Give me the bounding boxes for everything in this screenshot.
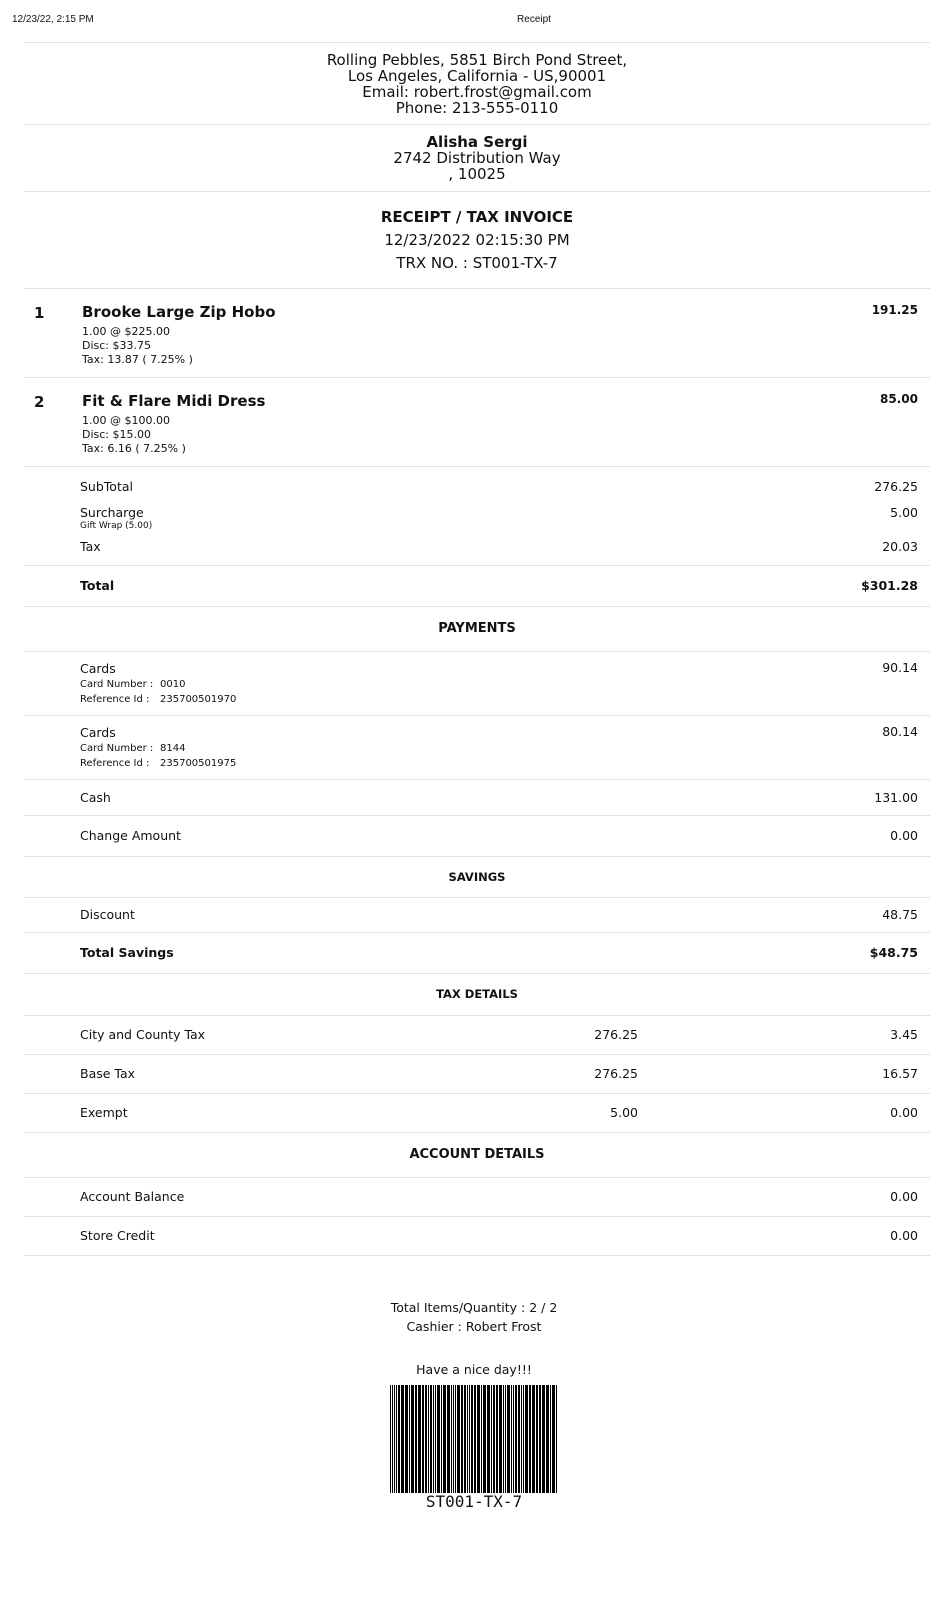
store-info xyxy=(24,42,930,125)
savings-heading xyxy=(24,857,930,898)
subtotal-row xyxy=(24,477,930,503)
print-title: Receipt xyxy=(517,14,551,25)
item-qty-price: 1.00 @ $225.00 xyxy=(82,325,170,338)
total-savings-row xyxy=(24,933,930,974)
reference-label: Reference Id : xyxy=(80,694,150,705)
barcode-bar xyxy=(418,1385,421,1493)
document-datetime: 12/23/2022 02:15:30 PM xyxy=(384,231,570,249)
tax-detail-amount: 16.57 xyxy=(882,1066,918,1081)
item-number: 1 xyxy=(34,304,45,322)
reference-id: 235700501970 xyxy=(160,694,237,705)
document-title: RECEIPT / TAX INVOICE xyxy=(380,208,574,226)
barcode-bar xyxy=(430,1385,432,1493)
barcode xyxy=(0,1385,948,1511)
barcode-bar xyxy=(396,1385,397,1493)
reference-label: Reference Id : xyxy=(80,758,150,769)
receipt xyxy=(24,42,930,1256)
change-row xyxy=(24,816,930,857)
barcode-bar xyxy=(496,1385,498,1493)
payment-type: Cards xyxy=(80,661,116,676)
store-credit-label: Store Credit xyxy=(80,1228,155,1243)
barcode-bar xyxy=(483,1385,486,1493)
barcode-bar xyxy=(451,1385,452,1493)
item-number: 2 xyxy=(34,393,45,411)
account-balance-value: 0.00 xyxy=(890,1189,918,1204)
barcode-bar xyxy=(474,1385,476,1493)
account-balance-row xyxy=(24,1178,930,1217)
barcode-bar xyxy=(405,1385,408,1493)
total-items: Total Items/Quantity : 2 / 2 xyxy=(390,1300,558,1315)
card-number-line xyxy=(80,741,918,756)
tax-detail-name: Base Tax xyxy=(80,1066,136,1081)
barcode-bar xyxy=(493,1385,495,1493)
store-email: Email: robert.frost@gmail.com xyxy=(362,83,592,101)
card-number-line xyxy=(80,677,918,692)
payment-amount: 80.14 xyxy=(882,724,918,739)
print-datetime: 12/23/22, 2:15 PM xyxy=(12,14,94,25)
discount-row xyxy=(24,898,930,933)
barcode-text: ST001-TX-7 xyxy=(425,1492,523,1511)
tax-detail-row xyxy=(24,1094,930,1133)
surcharge-label: Surcharge xyxy=(80,505,144,520)
store-phone: Phone: 213-555-0110 xyxy=(395,99,559,117)
receipt-footer xyxy=(0,1298,948,1511)
barcode-bar xyxy=(503,1385,504,1493)
barcode-bar xyxy=(443,1385,446,1493)
reference-id: 235700501975 xyxy=(160,758,237,769)
payments-heading-text: PAYMENTS xyxy=(438,621,516,636)
barcode-bar xyxy=(433,1385,434,1493)
store-address-line2: Los Angeles, California - US,90001 xyxy=(347,67,607,85)
total-label: Total xyxy=(80,578,115,593)
tax-value: 20.03 xyxy=(882,539,918,554)
tax-row xyxy=(24,537,930,559)
barcode-bar xyxy=(550,1385,551,1493)
total-savings-value: $48.75 xyxy=(869,945,918,960)
barcode-bar xyxy=(491,1385,492,1493)
customer-address: 2742 Distribution Way xyxy=(393,149,561,167)
item-tax: Tax: 6.16 ( 7.25% ) xyxy=(82,442,186,455)
item-name: Brooke Large Zip Hobo xyxy=(82,303,276,321)
barcode-bar xyxy=(457,1385,460,1493)
barcode-bar xyxy=(511,1385,512,1493)
change-value: 0.00 xyxy=(890,828,918,843)
barcode-bar xyxy=(532,1385,535,1493)
subtotal-value: 276.25 xyxy=(874,479,918,494)
payment-amount: 90.14 xyxy=(882,660,918,675)
barcode-bar xyxy=(453,1385,454,1493)
barcode-bar xyxy=(392,1385,393,1493)
tax-detail-name: City and County Tax xyxy=(80,1027,206,1042)
barcode-bar xyxy=(523,1385,524,1493)
barcode-bar xyxy=(447,1385,450,1493)
total-row xyxy=(24,566,930,607)
savings-heading-text: SAVINGS xyxy=(448,870,506,884)
barcode-bar xyxy=(455,1385,456,1493)
barcode-bar xyxy=(521,1385,522,1493)
barcode-bar xyxy=(394,1385,395,1493)
cash-label: Cash xyxy=(80,790,111,805)
tax-label: Tax xyxy=(80,539,101,554)
card-number-label: Card Number : xyxy=(80,679,154,690)
barcode-bar xyxy=(398,1385,400,1493)
barcode-bar xyxy=(422,1385,424,1493)
cash-value: 131.00 xyxy=(874,790,918,805)
barcode-bar xyxy=(461,1385,463,1493)
barcode-bar xyxy=(507,1385,510,1493)
total-value: $301.28 xyxy=(861,578,918,593)
item-tax: Tax: 13.87 ( 7.25% ) xyxy=(82,353,193,366)
payment-row xyxy=(24,652,930,716)
barcode-bar xyxy=(487,1385,490,1493)
tax-details-heading-text: TAX DETAILS xyxy=(436,987,518,1001)
cashier: Cashier : Robert Frost xyxy=(406,1319,542,1334)
total-savings-label: Total Savings xyxy=(80,945,174,960)
line-item xyxy=(24,289,930,378)
card-number: 0010 xyxy=(160,679,186,690)
barcode-bar xyxy=(499,1385,502,1493)
tax-details-heading xyxy=(24,974,930,1016)
barcode-bar xyxy=(513,1385,514,1493)
subtotal-label: SubTotal xyxy=(80,479,133,494)
barcode-bar xyxy=(467,1385,468,1493)
barcode-bar xyxy=(515,1385,517,1493)
closing-message: Have a nice day!!! xyxy=(416,1362,532,1377)
payments-heading xyxy=(24,607,930,652)
barcode-bar xyxy=(401,1385,404,1493)
item-qty-price: 1.00 @ $100.00 xyxy=(82,414,170,427)
surcharge-note: Gift Wrap (5.00) xyxy=(80,521,153,531)
barcode-bar xyxy=(546,1385,549,1493)
reference-line xyxy=(80,692,918,707)
customer-name: Alisha Sergi xyxy=(426,133,528,151)
item-amount: 191.25 xyxy=(871,303,918,317)
barcode-bar xyxy=(529,1385,531,1493)
barcode-bar xyxy=(411,1385,414,1493)
barcode-bar xyxy=(552,1385,555,1493)
barcode-bar xyxy=(477,1385,480,1493)
barcode-bars xyxy=(390,1385,558,1493)
card-number: 8144 xyxy=(160,743,186,754)
item-discount: Disc: $33.75 xyxy=(82,339,151,352)
barcode-bar xyxy=(525,1385,528,1493)
barcode-bar xyxy=(464,1385,466,1493)
barcode-bar xyxy=(409,1385,410,1493)
barcode-bar xyxy=(556,1385,557,1493)
reference-line xyxy=(80,756,918,771)
account-balance-label: Account Balance xyxy=(80,1189,185,1204)
tax-detail-base: 5.00 xyxy=(610,1105,638,1120)
barcode-bar xyxy=(536,1385,538,1493)
barcode-bar xyxy=(542,1385,545,1493)
tax-detail-amount: 3.45 xyxy=(890,1027,918,1042)
barcode-bar xyxy=(425,1385,427,1493)
account-details-heading-text: ACCOUNT DETAILS xyxy=(409,1147,545,1162)
account-details-heading xyxy=(24,1133,930,1178)
customer-info xyxy=(24,125,930,192)
barcode-bar xyxy=(428,1385,429,1493)
surcharge-row xyxy=(24,503,930,529)
store-credit-value: 0.00 xyxy=(890,1228,918,1243)
barcode-bar xyxy=(469,1385,470,1493)
tax-detail-name: Exempt xyxy=(80,1105,128,1120)
payment-row xyxy=(24,716,930,780)
barcode-bar xyxy=(471,1385,473,1493)
barcode-bar xyxy=(481,1385,482,1493)
item-name: Fit & Flare Midi Dress xyxy=(82,392,266,410)
barcode-bar xyxy=(437,1385,440,1493)
tax-detail-row xyxy=(24,1055,930,1094)
change-label: Change Amount xyxy=(80,828,181,843)
barcode-bar xyxy=(539,1385,541,1493)
discount-value: 48.75 xyxy=(882,907,918,922)
barcode-bar xyxy=(390,1385,391,1493)
tax-detail-base: 276.25 xyxy=(594,1027,638,1042)
totals-section xyxy=(24,467,930,566)
print-header xyxy=(12,14,936,28)
discount-label: Discount xyxy=(80,907,135,922)
line-item xyxy=(24,378,930,467)
cash-row xyxy=(24,780,930,816)
tax-detail-row xyxy=(24,1016,930,1055)
card-number-label: Card Number : xyxy=(80,743,154,754)
customer-zip: , 10025 xyxy=(448,165,506,183)
barcode-bar xyxy=(518,1385,520,1493)
store-credit-row xyxy=(24,1217,930,1256)
transaction-number: TRX NO. : ST001-TX-7 xyxy=(396,254,558,272)
barcode-bar xyxy=(441,1385,442,1493)
barcode-bar xyxy=(435,1385,436,1493)
surcharge-value: 5.00 xyxy=(890,505,918,520)
item-discount: Disc: $15.00 xyxy=(82,428,151,441)
barcode-bar xyxy=(505,1385,506,1493)
payment-type: Cards xyxy=(80,725,116,740)
store-address-line1: Rolling Pebbles, 5851 Birch Pond Street, xyxy=(326,51,628,69)
barcode-bar xyxy=(415,1385,417,1493)
tax-detail-base: 276.25 xyxy=(594,1066,638,1081)
tax-detail-amount: 0.00 xyxy=(890,1105,918,1120)
document-info xyxy=(24,192,930,289)
item-amount: 85.00 xyxy=(880,392,918,406)
